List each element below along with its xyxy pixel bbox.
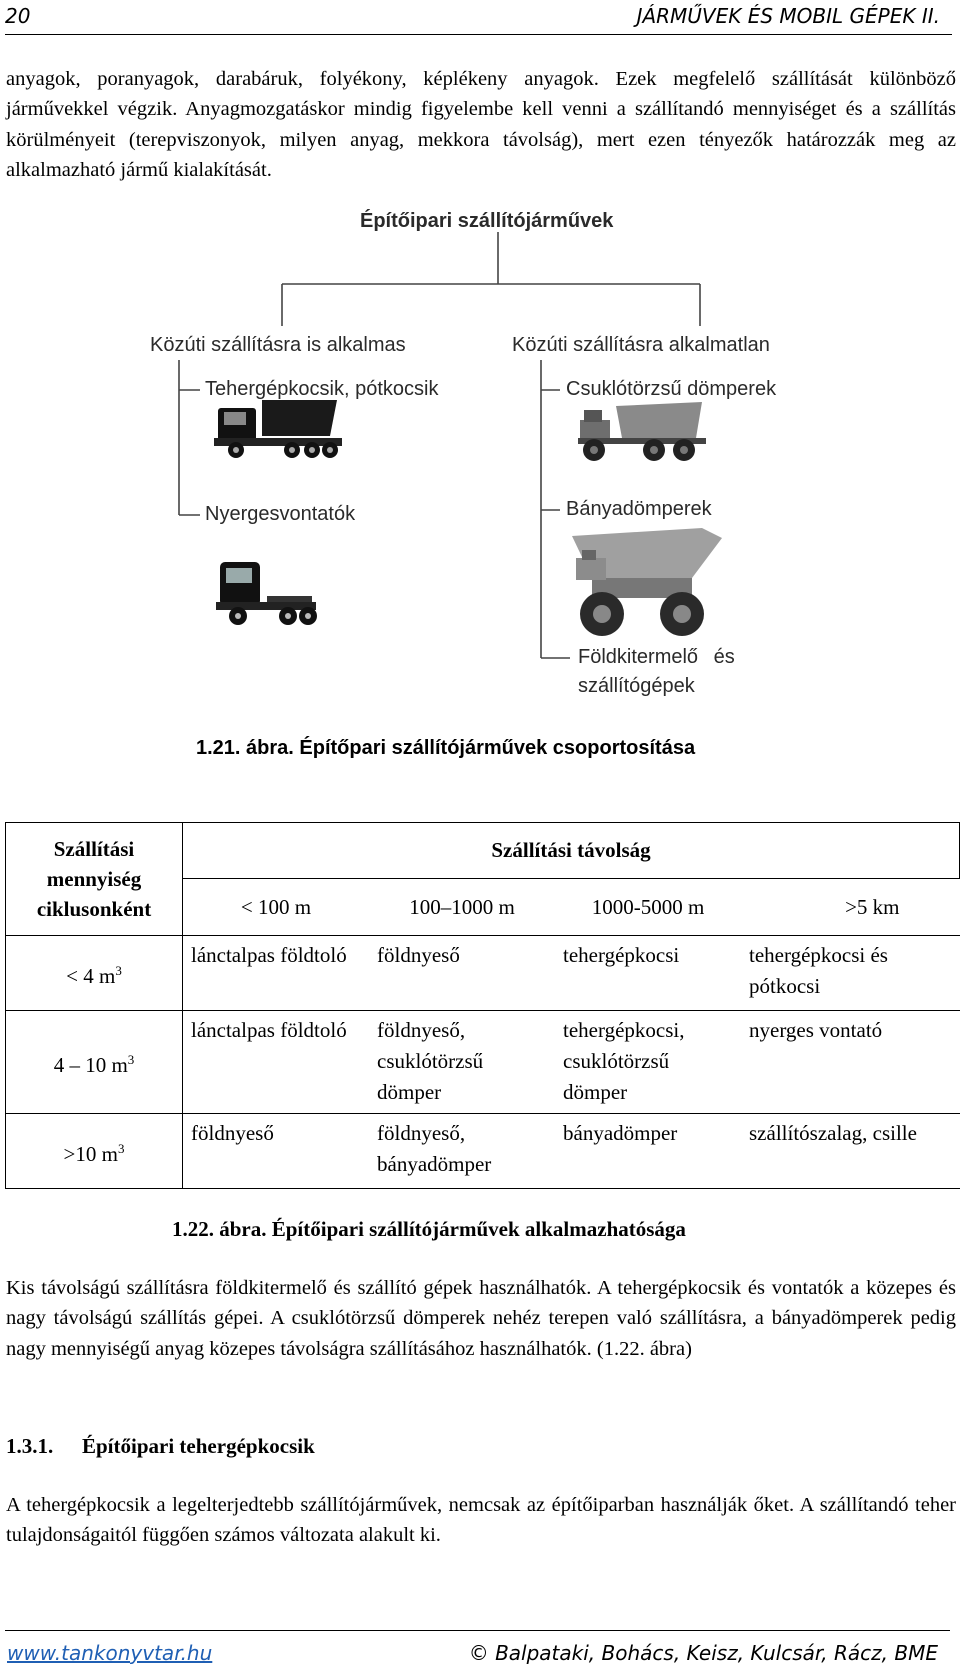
table-cell: tehergépkocsi bbox=[555, 936, 741, 1011]
right-item-articulated: Csuklótörzsű dömperek bbox=[566, 378, 777, 400]
diagram-lines bbox=[0, 210, 960, 710]
dump-truck-icon bbox=[214, 400, 342, 458]
table-cell: földnyeső bbox=[369, 936, 555, 1011]
page-number: 20 bbox=[5, 4, 31, 28]
distance-header-cell: 1000-5000 m bbox=[555, 879, 741, 936]
running-title: JÁRMŰVEK ÉS MOBIL GÉPEK II. bbox=[636, 4, 940, 28]
table-cell: földnyeső, bányadömper bbox=[369, 1114, 555, 1189]
amount-cell: 4 – 10 $m^3$ bbox=[6, 1011, 183, 1114]
table-cell: tehergépkocsi és pótkocsi bbox=[741, 936, 960, 1011]
table-row bbox=[6, 1011, 960, 1114]
table-row bbox=[6, 1114, 960, 1189]
distance-header-cell: >5 km bbox=[741, 879, 960, 936]
table-corner-header: Szállítási mennyiség ciklusonként bbox=[6, 823, 183, 936]
table-cell: nyerges vontató bbox=[741, 1011, 960, 1114]
tractor-unit-icon bbox=[216, 562, 317, 625]
mining-dumper-icon bbox=[572, 528, 722, 636]
right-branch-label: Közúti szállításra alkalmatlan bbox=[512, 334, 770, 356]
distance-header-cell: < 100 m bbox=[183, 879, 370, 936]
table-cell: szállítószalag, csille bbox=[741, 1114, 960, 1189]
intro-paragraph: anyagok, poranyagok, darabáruk, folyékony, képlékeny anyagok. Ezek megfelelő szállítását különböző járművekkel végzik. Anyagmozgatáskor mindig figyelembe kell venni a szállítandó mennyiséget és a szállítás körülményeit (terepviszonyok, milyen anyag, mekkora távolság), mert ezen tényezők határozzák meg az alkalmazható jármű kialakítását. bbox=[6, 68, 956, 181]
right-item-mining: Bányadömperek bbox=[566, 498, 712, 520]
page-footer bbox=[5, 1630, 950, 1665]
articulated-dumper-icon bbox=[578, 402, 706, 461]
body-paragraph: Kis távolságú szállításra földkitermelő és szállító gépek használhatók. A tehergépkocsik és vontatók a közepes és nagy távolságú szállítás gépei. A csuklótörzsű dömperek nehéz terepen való szállításra, a bányadömperek pedig nagy mennyiségű anyag közepes távolságra szállításához használhatók. (1.22. ábra) bbox=[6, 1277, 956, 1360]
footer-authors: © Balpataki, Bohács, Keisz, Kulcsár, Rácz, BME bbox=[468, 1641, 938, 1665]
footer-link[interactable]: www.tankonyvtar.hu bbox=[7, 1641, 213, 1665]
right-item-earthmoving-1: Földkitermelő és bbox=[578, 646, 735, 668]
amount-cell: >10 $m^3$ bbox=[6, 1114, 183, 1189]
table-row bbox=[6, 936, 960, 1011]
left-branch-label: Közúti szállításra is alkalmas bbox=[150, 334, 406, 356]
applicability-table bbox=[5, 822, 960, 1189]
section-title: Építőipari tehergépkocsik bbox=[82, 1434, 315, 1458]
section-heading bbox=[6, 1434, 315, 1459]
table-cell: lánctalpas földtoló bbox=[183, 936, 370, 1011]
left-item-trucks: Tehergépkocsik, pótkocsik bbox=[205, 378, 439, 400]
table-cell: földnyeső, csuklótörzsű dömper bbox=[369, 1011, 555, 1114]
table-cell: bányadömper bbox=[555, 1114, 741, 1189]
table-cell: tehergépkocsi, csuklótörzsű dömper bbox=[555, 1011, 741, 1114]
distance-header-cell: 100–1000 m bbox=[369, 879, 555, 936]
left-item-tractors: Nyergesvontatók bbox=[205, 503, 356, 525]
vehicle-classification-diagram bbox=[0, 210, 960, 710]
figure-caption-1: 1.21. ábra. Építőpari szállítójárművek csoportosítása bbox=[196, 737, 696, 759]
table-distance-header: Szállítási távolság bbox=[183, 823, 960, 879]
section-number: 1.3.1. bbox=[6, 1434, 54, 1458]
diagram-root-label: Építőipari szállítójárművek bbox=[360, 210, 614, 232]
table-cell: lánctalpas földtoló bbox=[183, 1011, 370, 1114]
table-cell: földnyeső bbox=[183, 1114, 370, 1189]
body-paragraph: A tehergépkocsik a legelterjedtebb szállítójárművek, nemcsak az építőiparban használják őket. A szállítandó teher tulajdonságaitól függően számos változata alakult ki. bbox=[6, 1494, 956, 1547]
amount-cell: < 4 $m^3$ bbox=[6, 936, 183, 1011]
figure-caption-2: 1.22. ábra. Építőipari szállítójárművek alkalmazhatósága bbox=[172, 1217, 686, 1241]
page-header bbox=[5, 4, 952, 35]
right-item-earthmoving-2: szállítógépek bbox=[578, 675, 695, 697]
